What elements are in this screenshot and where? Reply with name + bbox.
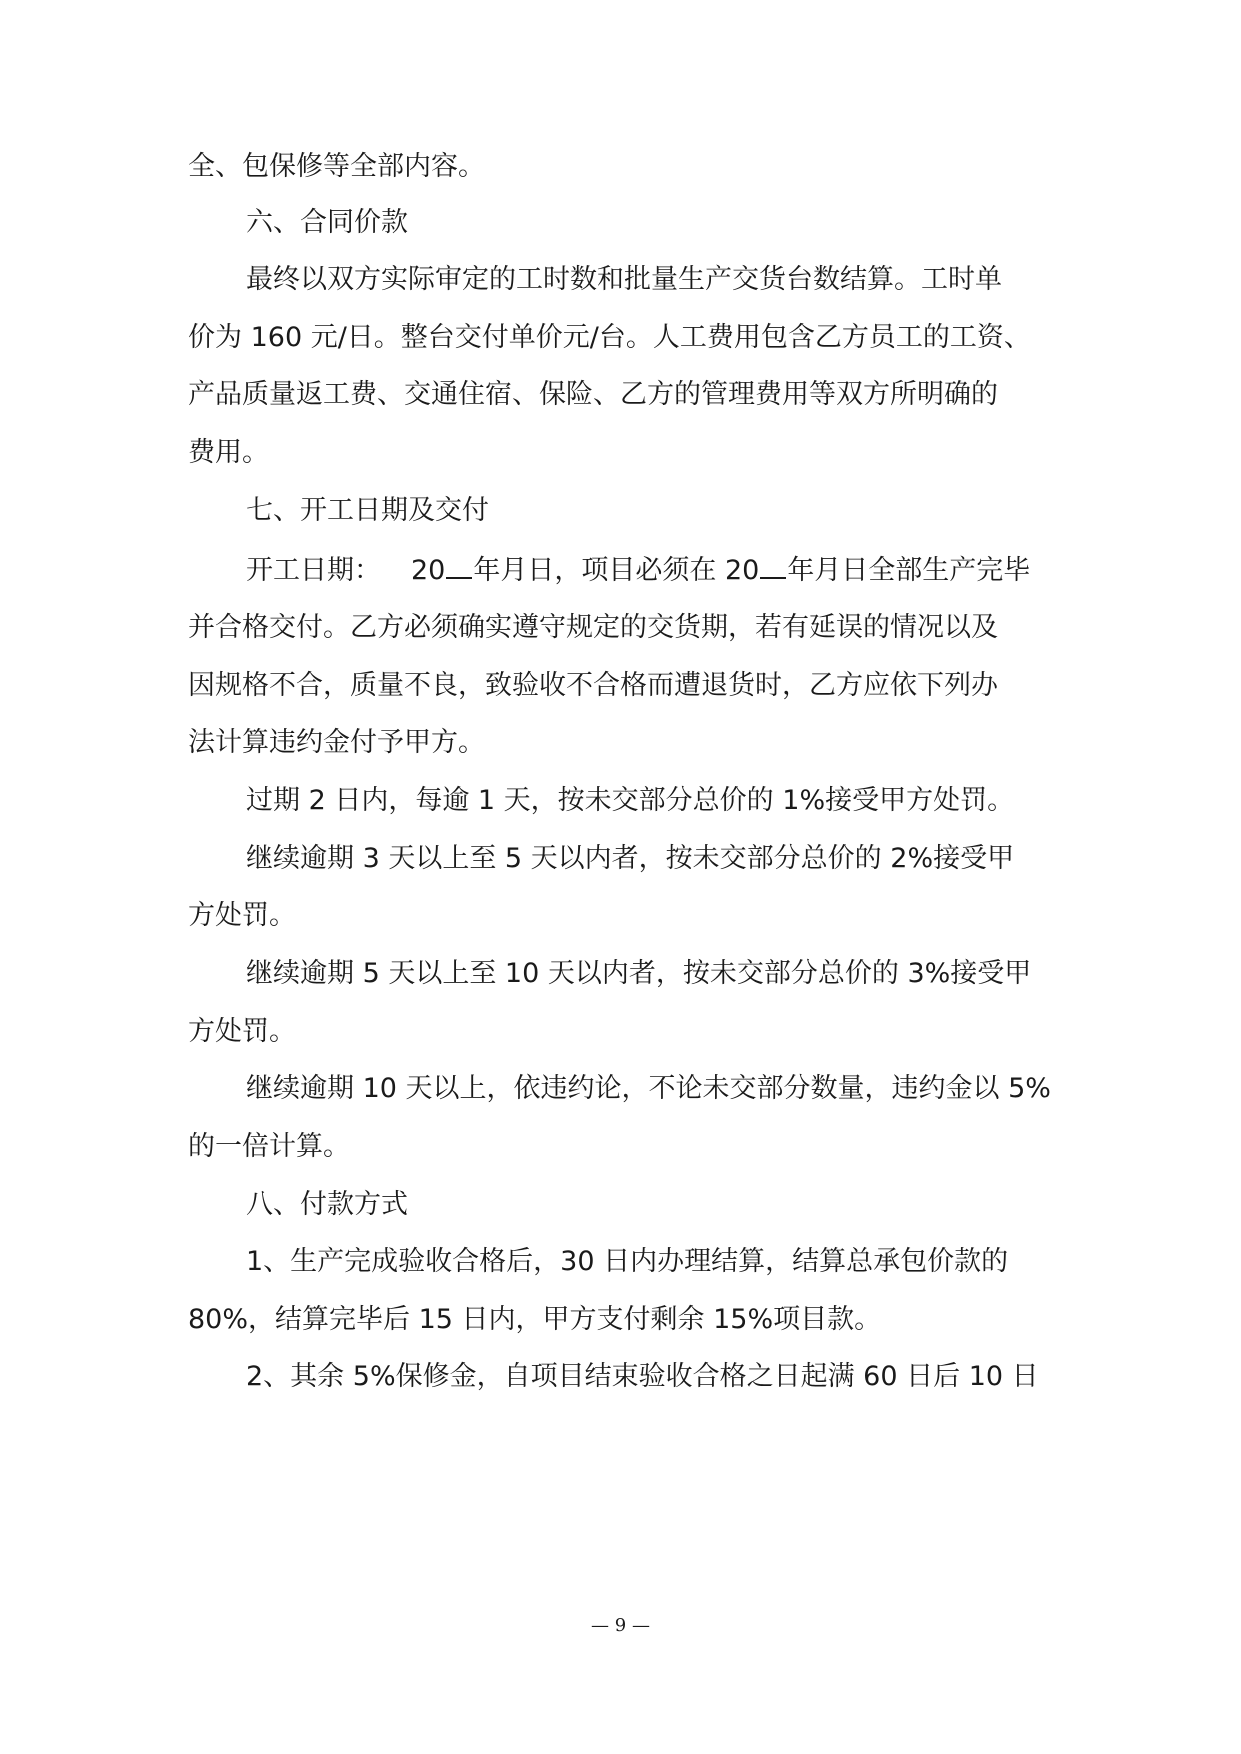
start-date-segment: 年月日，项目必须在 20 — [473, 555, 760, 586]
text-line: 法计算违约金付予甲方。 — [188, 727, 485, 758]
text-line: 过期 2 日内，每逾 1 天，按未交部分总价的 1%接受甲方处罚。 — [246, 785, 1015, 816]
section-heading-six: 六、合同价款 — [246, 207, 408, 238]
text-line: 费用。 — [188, 437, 269, 468]
text-line: 并合格交付。乙方必须确实遵守规定的交货期，若有延误的情况以及 — [188, 612, 998, 643]
text-line: 产品质量返工费、交通住宿、保险、乙方的管理费用等双方所明确的 — [188, 379, 998, 410]
completion-date-segment: 年月日全部生产完毕 — [787, 555, 1031, 586]
year-blank — [446, 553, 472, 579]
text-line: 继续逾期 5 天以上至 10 天以内者，按未交部分总价的 3%接受甲 — [246, 958, 1032, 989]
text-line: 因规格不合，质量不良，致验收不合格而遭退货时，乙方应依下列办 — [188, 670, 998, 701]
start-date-label: 开工日期： — [246, 555, 381, 586]
text-line: 继续逾期 10 天以上，依违约论，不论未交部分数量，违约金以 5% — [246, 1073, 1051, 1104]
text-line: 最终以双方实际审定的工时数和批量生产交货台数结算。工时单 — [246, 264, 1002, 295]
section-heading-seven: 七、开工日期及交付 — [246, 495, 489, 526]
text-line: 的一倍计算。 — [188, 1131, 350, 1162]
text-line: 全、包保修等全部内容。 — [188, 151, 485, 182]
text-line: 1、生产完成验收合格后，30 日内办理结算，结算总承包价款的 — [246, 1246, 1009, 1277]
text-line: 方处罚。 — [188, 900, 296, 931]
year-prefix: 20 — [411, 555, 446, 586]
text-line: 价为 160 元/日。整台交付单价元/台。人工费用包含乙方员工的工资、 — [188, 322, 1031, 353]
section-heading-eight: 八、付款方式 — [246, 1189, 408, 1220]
start-date-line — [246, 553, 1030, 589]
text-line: 80%，结算完毕后 15 日内，甲方支付剩余 15%项目款。 — [188, 1304, 882, 1335]
page-number: — 9 — — [591, 1615, 650, 1636]
text-line: 2、其余 5%保修金，自项目结束验收合格之日起满 60 日后 10 日 — [246, 1361, 1039, 1392]
text-line: 方处罚。 — [188, 1016, 296, 1047]
text-line: 继续逾期 3 天以上至 5 天以内者，按未交部分总价的 2%接受甲 — [246, 843, 1015, 874]
year-blank — [760, 553, 786, 579]
